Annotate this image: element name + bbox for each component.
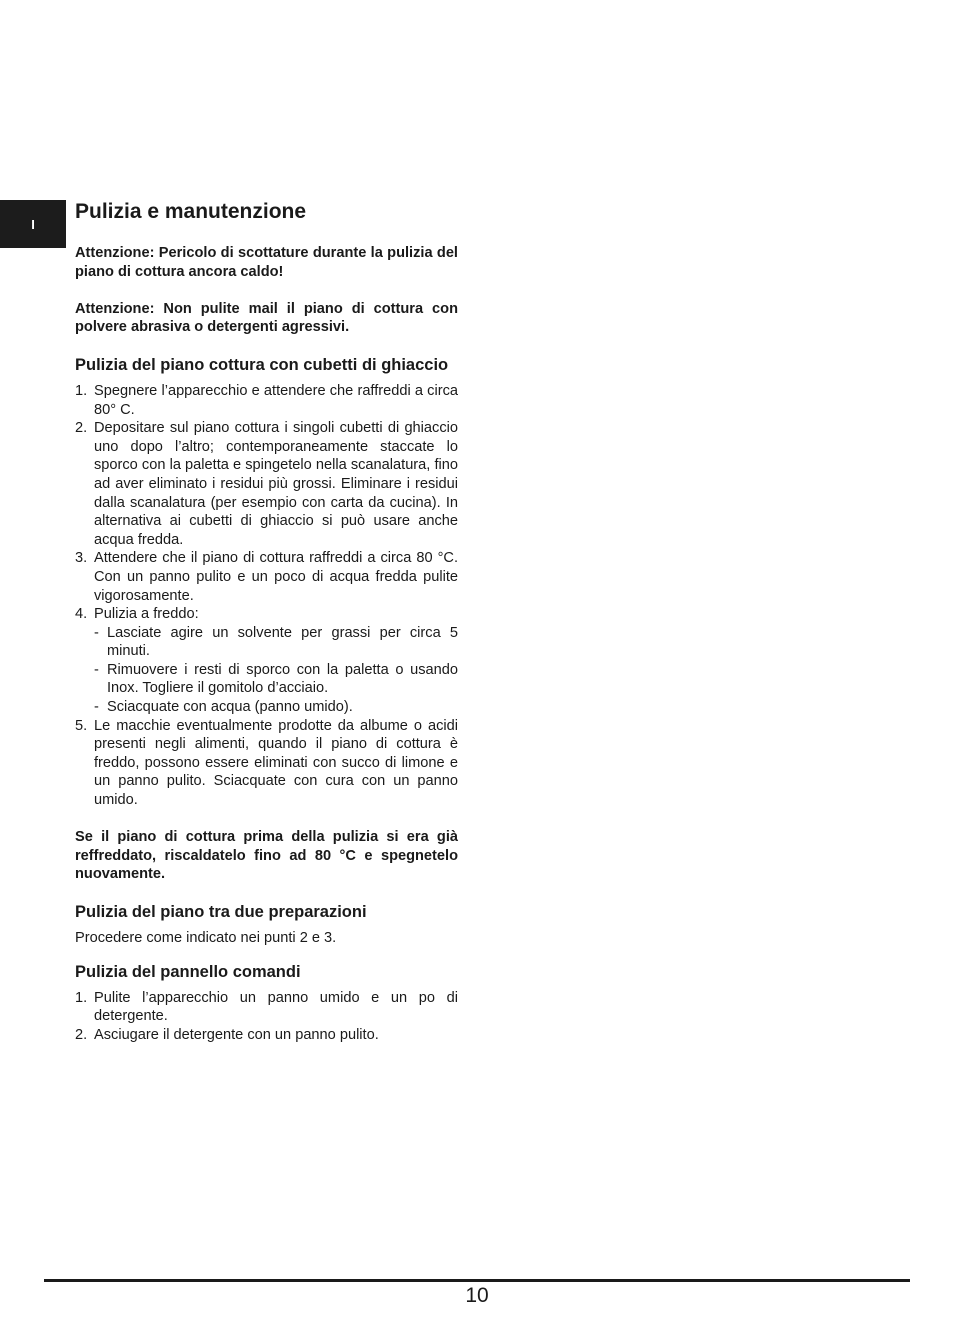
list-item — [75, 1026, 458, 1045]
step-text: Le macchie eventualmente prodotte da albume o acidi presenti negli alimenti, quando il piano di cottura è freddo, possono essere eliminati con succo di limone e un panno pulito. Sciacquate con cura con un panno umido. — [94, 717, 458, 809]
step-text: Attendere che il piano di cottura raffreddi a circa 80 °C. Con un panno pulito e un poco di acqua fredda pulite vigorosamente. — [94, 550, 458, 604]
warning-hot-surface: Attenzione: Pericolo di scottature durante la pulizia del piano di cottura ancora caldo! — [75, 245, 458, 280]
ice-cleaning-steps — [75, 382, 458, 810]
step-number: 1. — [75, 989, 88, 1006]
substep-text: Sciacquate con acqua (panno umido). — [107, 699, 353, 716]
list-item — [75, 605, 458, 717]
step-number: 4. — [75, 606, 88, 623]
step-number: 5. — [75, 717, 88, 734]
section-ice-cleaning — [75, 355, 458, 884]
warning-abrasives: Attenzione: Non pulite mail il piano di cottura con polvere abrasiva o detergenti agressivi. — [75, 300, 458, 336]
step-text: Pulite l’apparecchio un panno umido e un po di detergente. — [94, 989, 458, 1025]
cold-cleaning-substeps — [94, 624, 458, 717]
step-number: 2. — [75, 420, 88, 437]
section-heading: Pulizia del piano cottura con cubetti di ghiaccio — [75, 355, 449, 374]
footer-divider — [44, 1279, 910, 1282]
list-item — [94, 698, 458, 717]
list-item — [94, 624, 458, 661]
step-text: Asciugare il detergente con un panno pulito. — [94, 1026, 379, 1043]
list-item — [75, 419, 458, 549]
page-title: Pulizia e manutenzione — [75, 200, 307, 223]
reheat-note: Se il piano di cottura prima della pulizia si era già reffreddato, riscaldatelo fino ad 80 °C e spegnetelo nuovamente. — [75, 829, 458, 883]
control-panel-steps — [75, 989, 458, 1045]
dash-bullet: - — [94, 624, 99, 641]
content-column — [75, 198, 458, 1044]
list-item — [75, 549, 458, 605]
step-number: 3. — [75, 550, 88, 567]
step-text: Pulizia a freddo: — [94, 606, 199, 623]
page-number: 10 — [465, 1284, 489, 1307]
list-item — [75, 989, 458, 1026]
list-item — [94, 661, 458, 698]
step-number: 1. — [75, 382, 88, 399]
step-number: 2. — [75, 1026, 88, 1043]
dash-bullet: - — [94, 661, 99, 678]
step-text: Spegnere l’apparecchio e attendere che raffreddi a circa 80° C. — [94, 382, 458, 418]
section-heading: Pulizia del piano tra due preparazioni — [75, 903, 367, 921]
section-text: Procedere come indicato nei punti 2 e 3. — [75, 930, 337, 946]
substep-text: Rimuovere i resti di sporco con la paletta o usando Inox. Togliere il gomitolo d’acciaio. — [107, 661, 458, 697]
substep-text: Lasciate agire un solvente per grassi per circa 5 minuti. — [107, 624, 458, 660]
dash-bullet: - — [94, 699, 99, 716]
step-text: Depositare sul piano cottura i singoli cubetti di ghiaccio uno dopo l’altro; contemporaneamente staccate lo sporco con la paletta e spingetelo nella scanalatura, fino ad aver eliminato i residui più grossi. Eliminare i residui dalla scanalatura (per esempio con carta da cucina). In alternativa ai cubetti di ghiaccio si può usare anche acqua fredda. — [94, 420, 458, 548]
section-control-panel — [75, 962, 458, 1045]
section-heading: Pulizia del pannello comandi — [75, 962, 301, 981]
language-tab — [0, 200, 66, 248]
language-tab-label: I — [31, 216, 35, 232]
list-item — [75, 717, 458, 810]
section-between-preparations — [75, 902, 458, 948]
list-item — [75, 382, 458, 419]
